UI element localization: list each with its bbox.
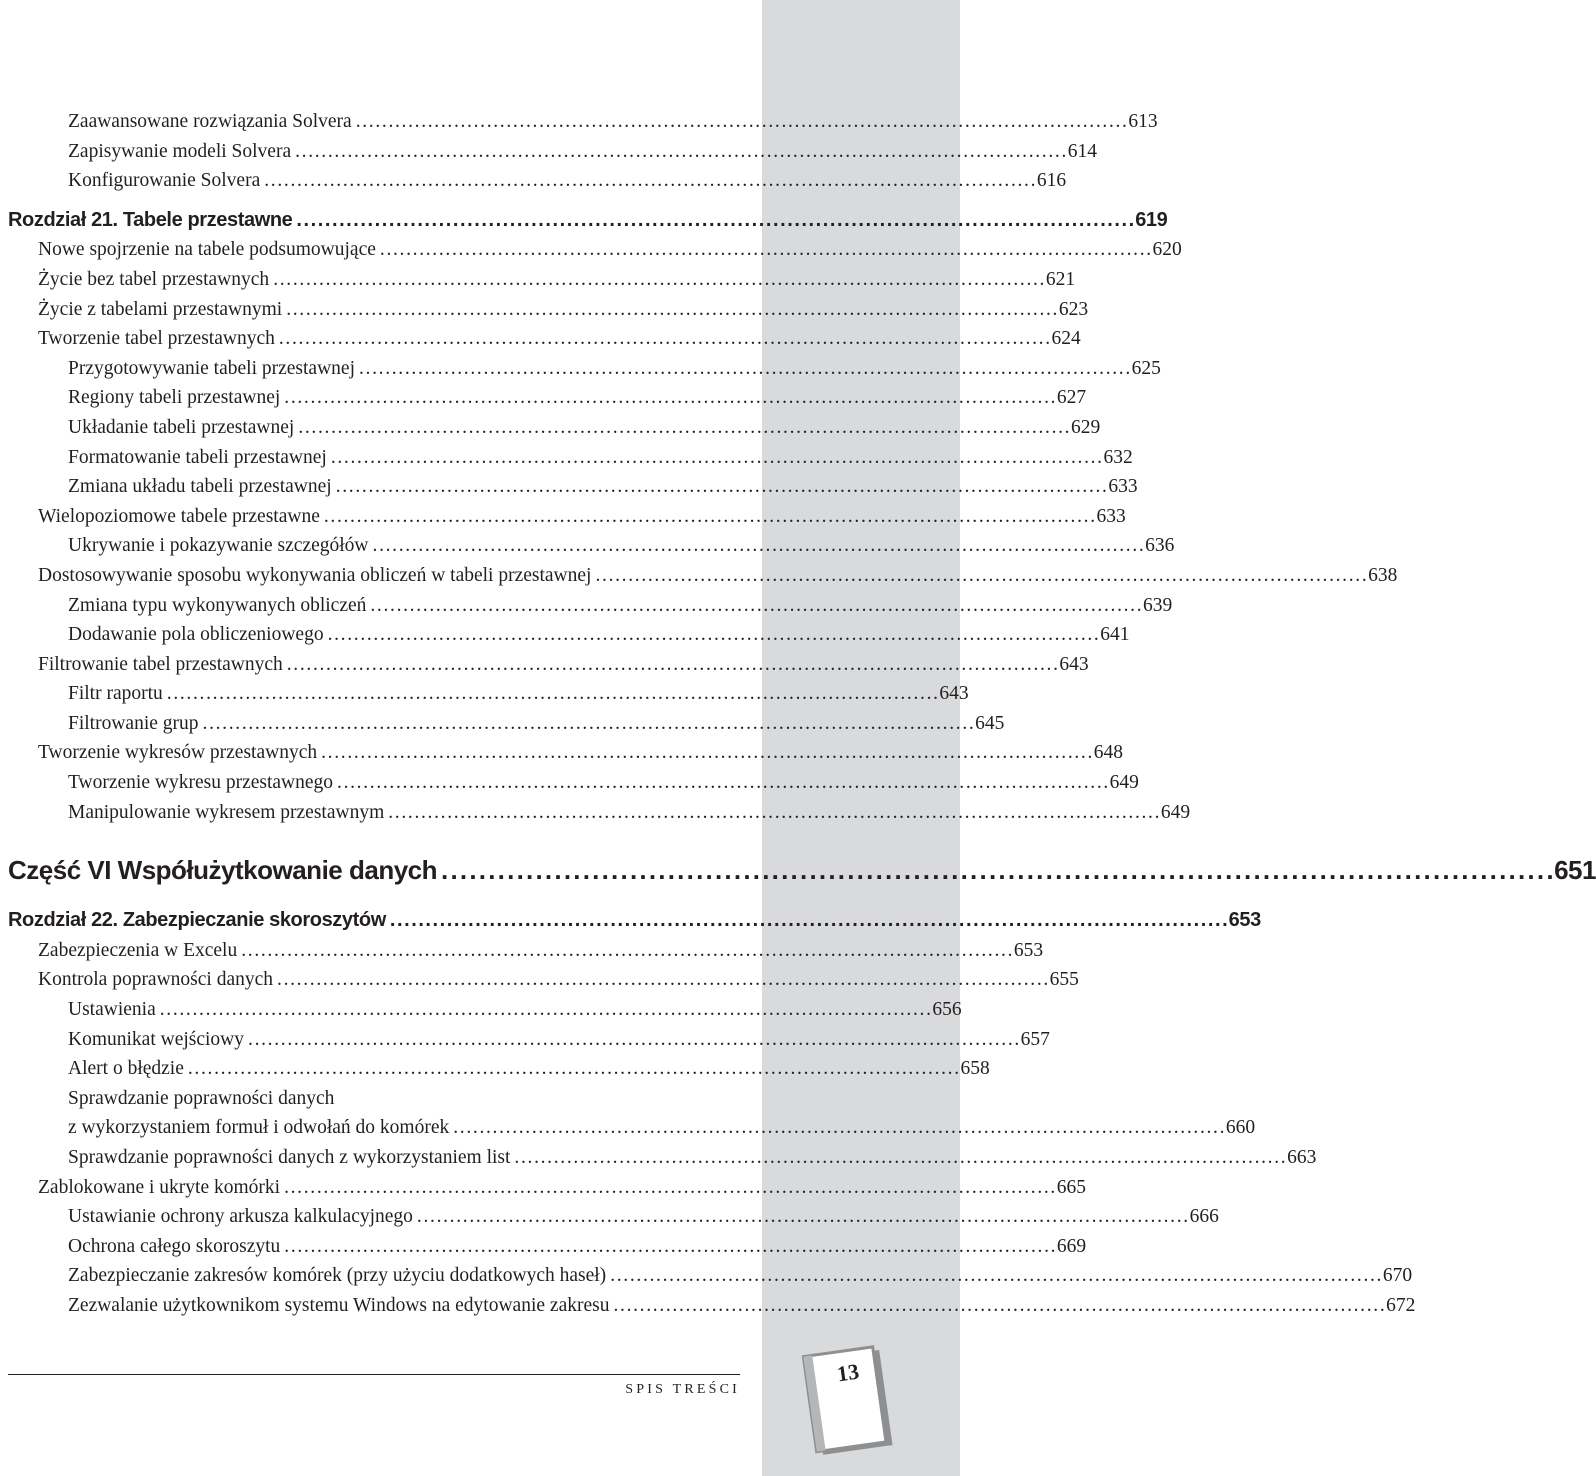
dot-leader (188, 1054, 958, 1084)
chapter-title: Rozdział 22. Zabezpieczanie skoroszytów (8, 909, 386, 932)
dot-leader (359, 354, 1129, 384)
table-of-contents (8, 107, 1596, 1321)
entry-title: Konfigurowanie Solvera (68, 170, 261, 192)
toc-entry[interactable] (8, 768, 1139, 798)
toc-entry[interactable] (8, 472, 1138, 502)
toc-entry[interactable] (8, 561, 1398, 591)
entry-title: Sprawdzanie poprawności danych z wykorzystaniem list (68, 1147, 511, 1168)
entry-title: Tworzenie wykresu przestawnego (68, 772, 334, 794)
dot-leader (286, 295, 1056, 325)
dot-leader (595, 561, 1365, 591)
dot-leader (273, 265, 1043, 295)
entry-title: Zapisywanie modeli Solvera (68, 140, 292, 162)
toc-group-chapter-21 (8, 235, 1398, 827)
entry-title: Filtrowanie tabel przestawnych (38, 653, 283, 675)
entry-page: 657 (1020, 1028, 1050, 1050)
dot-leader (296, 206, 1132, 236)
entry-page: 649 (1160, 801, 1191, 823)
toc-entry[interactable] (8, 166, 1067, 196)
dot-leader (321, 738, 1091, 768)
entry-title: Zabezpieczenia w Excelu (38, 939, 238, 961)
chapter-title: Rozdział 21. Tabele przestawne (8, 208, 293, 231)
toc-entry[interactable] (8, 650, 1089, 680)
entry-page: 633 (1096, 505, 1126, 527)
entry-title: Regiony tabeli przestawnej (68, 387, 281, 409)
toc-entry[interactable] (8, 591, 1173, 621)
entry-page: 672 (1386, 1294, 1416, 1316)
toc-entry[interactable] (8, 107, 1158, 137)
entry-page: 660 (1225, 1117, 1256, 1139)
toc-entry[interactable] (8, 620, 1130, 650)
dot-leader (241, 936, 1011, 966)
entry-page: 632 (1103, 446, 1133, 468)
toc-entry[interactable] (8, 1202, 1219, 1232)
toc-entry[interactable] (8, 1143, 1317, 1173)
toc-entry[interactable] (8, 1025, 1050, 1055)
toc-entry[interactable] (8, 936, 1044, 966)
dot-leader (248, 1025, 1018, 1055)
section-label: SPIS TREŚCI (625, 1382, 740, 1397)
entry-page: 639 (1143, 594, 1173, 616)
part-title: Część VI Współużytkowanie danych (8, 855, 437, 886)
dot-leader (610, 1261, 1380, 1291)
entry-title: Życie bez tabel przestawnych (38, 268, 270, 290)
entry-title: Filtrowanie grup (68, 712, 199, 734)
entry-title: Ustawianie ochrony arkusza kalkulacyjnego (68, 1206, 413, 1228)
entry-page: 648 (1093, 742, 1124, 764)
entry-title: Zezwalanie użytkownikom systemu Windows na edytowanie zakresu (68, 1294, 610, 1316)
dot-leader (298, 413, 1068, 443)
entry-title: Manipulowanie wykresem przestawnym (68, 801, 385, 823)
entry-page: 613 (1128, 111, 1158, 132)
entry-title: Ochrona całego skoroszytu (68, 1235, 281, 1257)
dot-leader (203, 709, 973, 739)
entry-title: Kontrola poprawności danych (38, 969, 274, 991)
entry-page: 621 (1045, 268, 1076, 290)
toc-entry[interactable] (8, 798, 1191, 828)
entry-page: 656 (932, 999, 962, 1021)
entry-page: 653 (1013, 939, 1044, 961)
toc-entry[interactable] (8, 235, 1182, 265)
toc-entry[interactable] (8, 1291, 1416, 1321)
dot-leader (441, 852, 1551, 888)
toc-entry[interactable] (8, 383, 1087, 413)
entry-title: Przygotowywanie tabeli przestawnej (68, 357, 355, 379)
part-page: 651 (1554, 855, 1596, 886)
entry-title: Układanie tabeli przestawnej (68, 416, 295, 438)
toc-group-top (8, 107, 1158, 196)
toc-entry[interactable] (8, 1054, 990, 1084)
entry-page: 633 (1108, 476, 1138, 498)
entry-page: 663 (1287, 1147, 1317, 1168)
dot-leader (284, 383, 1054, 413)
entry-page: 641 (1100, 624, 1130, 646)
toc-group-chapter-22-b (8, 1143, 1416, 1321)
entry-title: Nowe spojrzenie na tabele podsumowujące (38, 239, 376, 261)
entry-page: 669 (1056, 1235, 1087, 1257)
toc-entry[interactable] (8, 295, 1089, 325)
footer-rule (8, 1374, 740, 1375)
entry-page: 658 (960, 1058, 990, 1080)
dot-leader (337, 768, 1107, 798)
entry-page: 624 (1051, 328, 1081, 350)
entry-page: 655 (1049, 969, 1079, 991)
entry-title: Zmiana układu tabeli przestawnej (68, 476, 332, 498)
dot-leader (167, 679, 937, 709)
dot-leader (370, 591, 1140, 621)
dot-leader (160, 995, 930, 1025)
dot-leader (277, 965, 1047, 995)
entry-title: Wielopoziomowe tabele przestawne (38, 505, 320, 527)
entry-title: Alert o błędzie (68, 1058, 184, 1080)
toc-chapter-21[interactable] (8, 206, 1168, 236)
entry-title: Ustawienia (68, 999, 156, 1021)
toc-entry[interactable] (8, 709, 1005, 739)
toc-entry[interactable] (8, 531, 1175, 561)
dot-leader (324, 502, 1094, 532)
entry-page: 614 (1067, 140, 1097, 162)
dot-leader (514, 1143, 1284, 1173)
toc-entry[interactable] (8, 502, 1126, 532)
dot-leader (328, 620, 1098, 650)
dot-leader (613, 1291, 1383, 1321)
chapter-page: 653 (1228, 909, 1261, 932)
entry-page: 649 (1109, 772, 1139, 794)
dot-leader (417, 1202, 1187, 1232)
entry-title: Komunikat wejściowy (68, 1028, 245, 1050)
entry-page: 620 (1152, 239, 1182, 261)
toc-entry[interactable] (8, 995, 962, 1025)
entry-page: 616 (1036, 170, 1067, 192)
dot-leader (264, 166, 1034, 196)
entry-title: Tworzenie tabel przestawnych (38, 328, 275, 350)
chapter-page: 619 (1135, 208, 1168, 231)
entry-page: 643 (1059, 653, 1089, 675)
entry-title: Dostosowywanie sposobu wykonywania obliczeń w tabeli przestawnej (38, 564, 592, 586)
entry-title: Zaawansowane rozwiązania Solvera (68, 111, 352, 132)
entry-title: Dodawanie pola obliczeniowego (68, 624, 324, 646)
entry-title: Zablokowane i ukryte komórki (38, 1176, 281, 1198)
dot-leader (279, 324, 1049, 354)
toc-entry[interactable] (8, 354, 1161, 384)
toc-entry[interactable] (8, 443, 1133, 473)
dot-leader (295, 137, 1065, 167)
dot-leader (331, 443, 1101, 473)
toc-entry[interactable] (8, 1173, 1086, 1203)
entry-title: Zabezpieczanie zakresów komórek (przy użyciu dodatkowych haseł) (68, 1265, 607, 1287)
dot-leader (390, 906, 1226, 936)
toc-multiline-entry[interactable] (8, 1084, 1256, 1143)
dot-leader (336, 472, 1106, 502)
page-number: 13 (835, 1358, 861, 1387)
entry-page: 643 (939, 683, 969, 705)
toc-entry[interactable] (8, 324, 1081, 354)
entry-page: 666 (1189, 1206, 1219, 1228)
entry-page: 623 (1058, 298, 1089, 320)
entry-page: 629 (1070, 416, 1101, 438)
dot-leader (284, 1173, 1054, 1203)
entry-title: Zmiana typu wykonywanych obliczeń (68, 594, 367, 616)
entry-page: 670 (1382, 1265, 1413, 1287)
toc-entry[interactable] (8, 965, 1079, 995)
entry-title-line2: z wykorzystaniem formuł i odwołań do komórek (68, 1117, 450, 1139)
entry-page: 627 (1056, 387, 1087, 409)
toc-entry[interactable] (8, 137, 1097, 167)
toc-group-chapter-22-a (8, 936, 1079, 1084)
toc-part-6[interactable] (8, 852, 1596, 888)
dot-leader (373, 531, 1143, 561)
dot-leader (380, 235, 1150, 265)
entry-page: 625 (1131, 357, 1161, 379)
toc-entry[interactable] (8, 265, 1076, 295)
toc-entry[interactable] (8, 1232, 1087, 1262)
entry-page: 636 (1145, 535, 1175, 557)
entry-title: Ukrywanie i pokazywanie szczegółów (68, 535, 369, 557)
dot-leader (453, 1113, 1223, 1143)
book-icon (794, 1336, 914, 1466)
toc-entry[interactable] (8, 738, 1124, 768)
dot-leader (287, 650, 1057, 680)
entry-title: Filtr raportu (68, 683, 163, 705)
entry-page: 665 (1056, 1176, 1086, 1198)
entry-page: 645 (975, 712, 1005, 734)
entry-title: Formatowanie tabeli przestawnej (68, 446, 327, 468)
entry-title: Życie z tabelami przestawnymi (38, 298, 283, 320)
entry-page: 638 (1368, 564, 1398, 586)
dot-leader (356, 107, 1126, 137)
dot-leader (388, 798, 1158, 828)
entry-title-line1: Sprawdzanie poprawności danych (68, 1087, 335, 1109)
dot-leader (284, 1232, 1054, 1262)
toc-chapter-22[interactable] (8, 906, 1261, 936)
toc-entry[interactable] (8, 679, 969, 709)
toc-entry[interactable] (8, 1261, 1413, 1291)
entry-title: Tworzenie wykresów przestawnych (38, 742, 318, 764)
toc-entry[interactable] (8, 413, 1101, 443)
